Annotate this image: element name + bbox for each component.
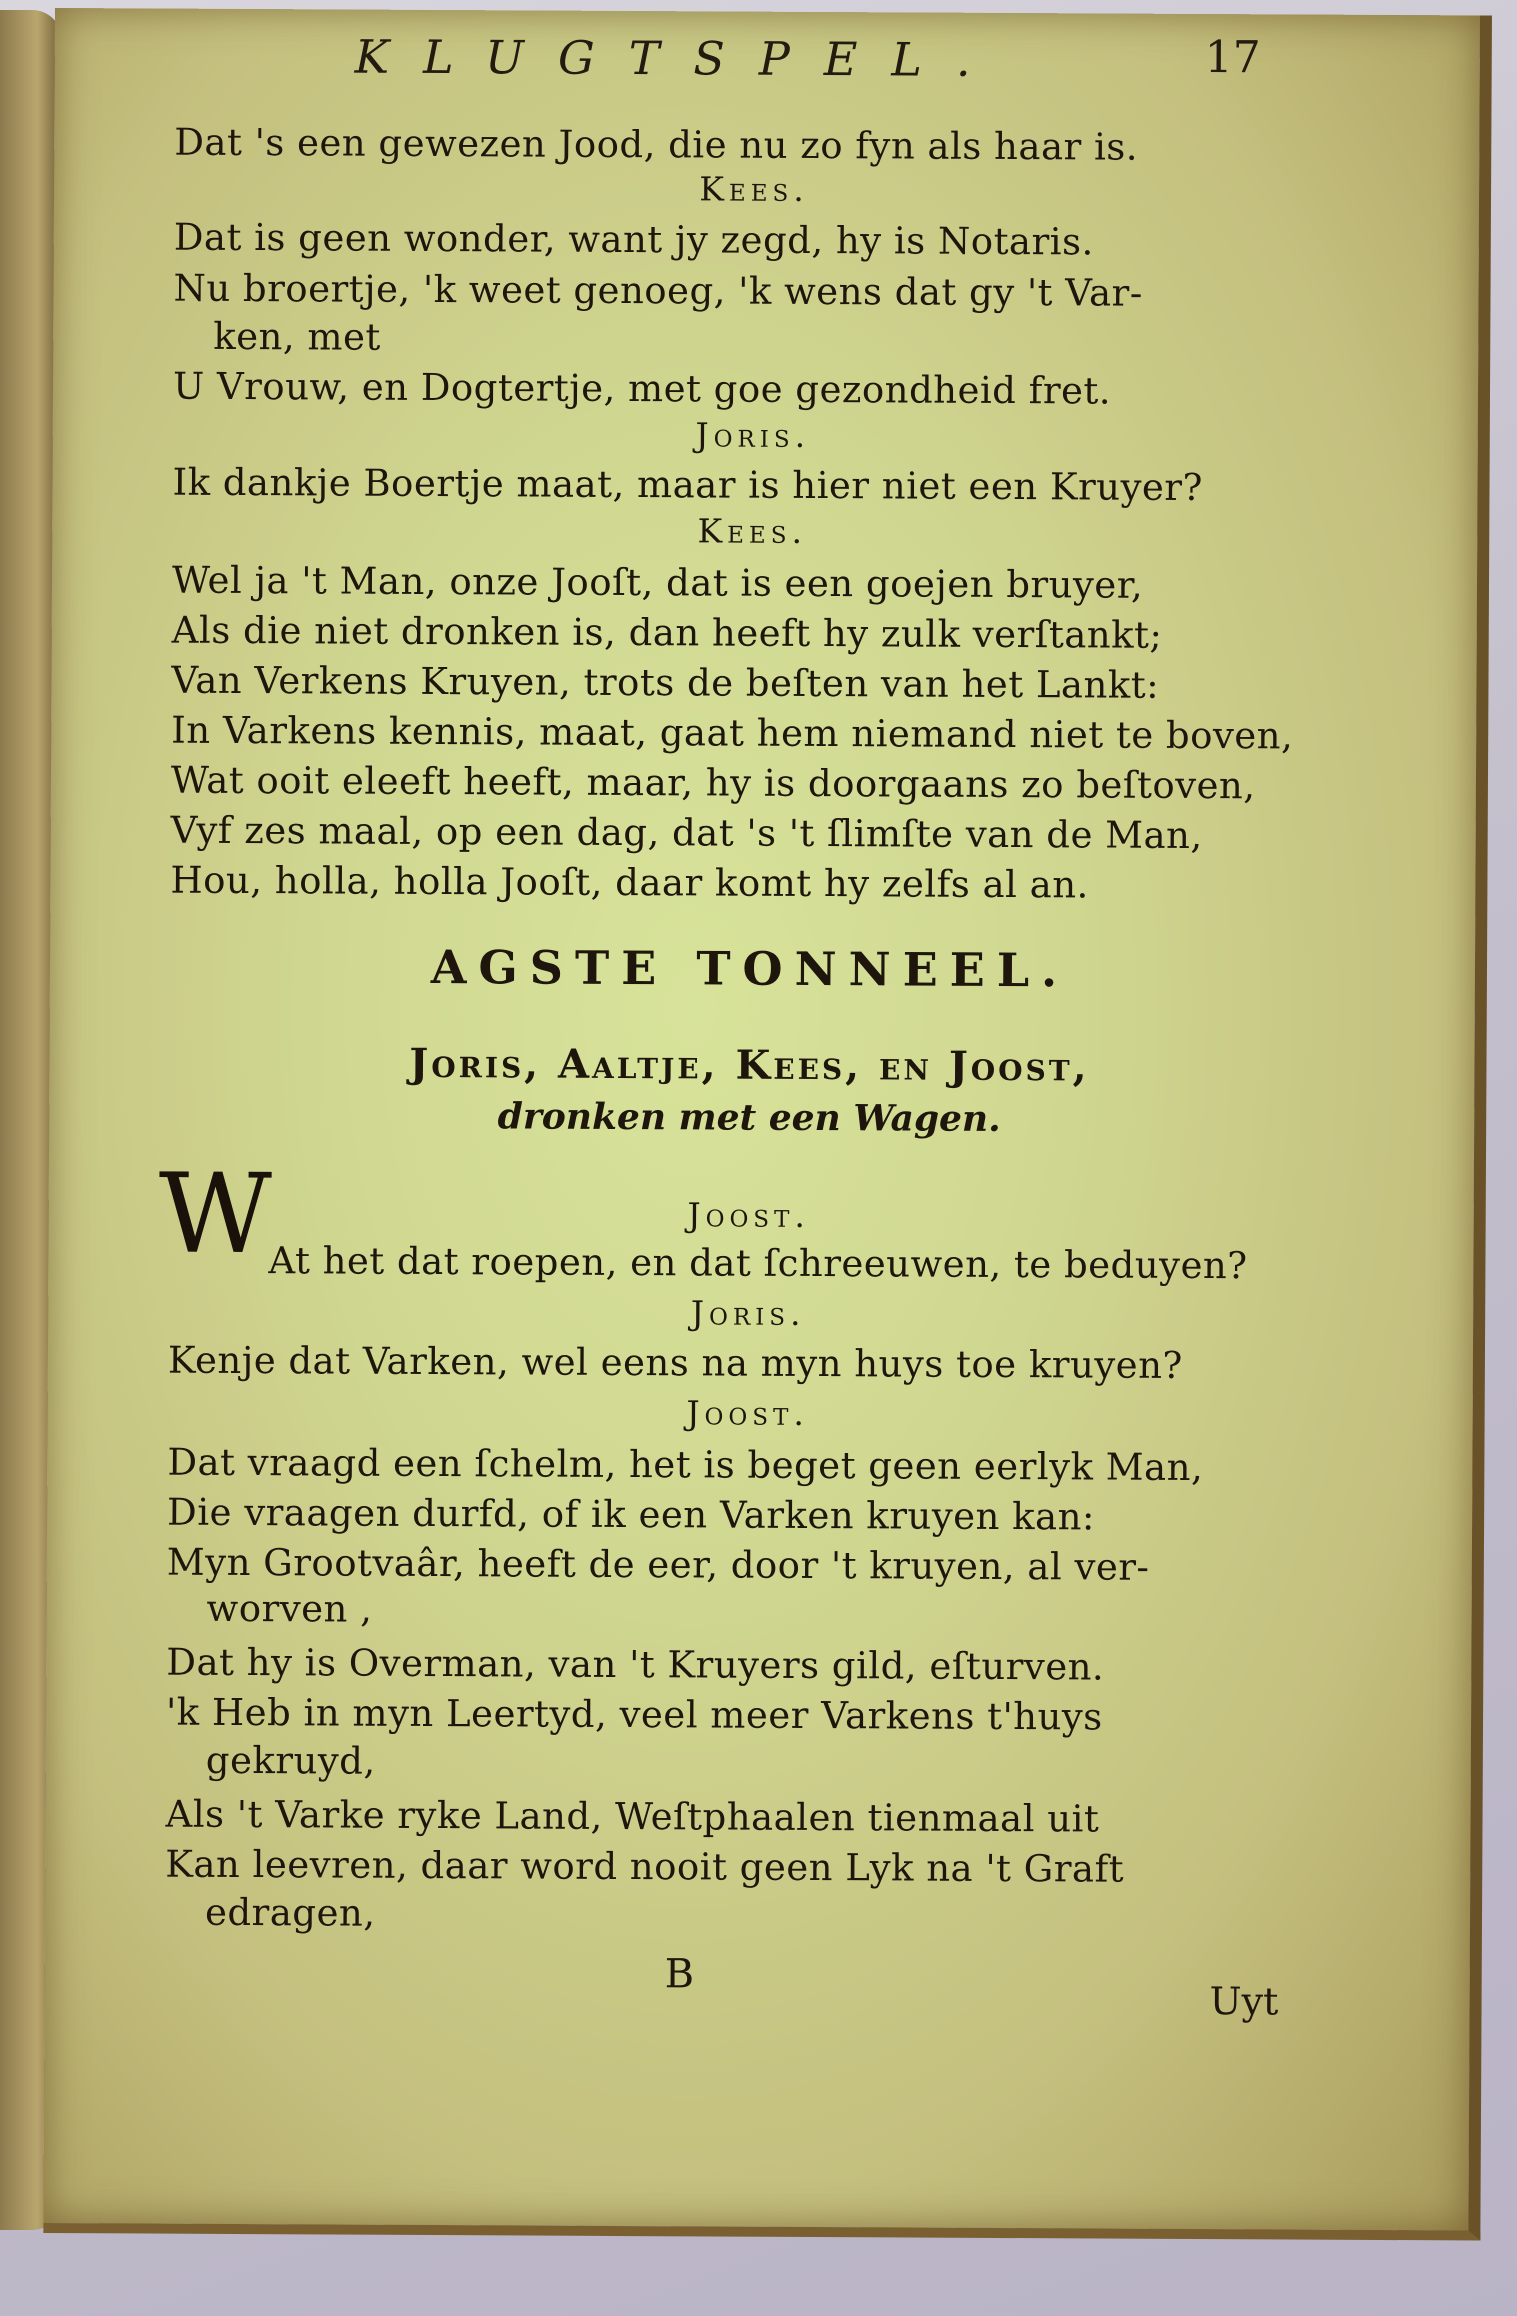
verse-line: Vyf zes maal, op een dag, dat 's 't ſlimſte van de Man,: [170, 808, 1203, 858]
running-head: KLUGTSPEL.: [354, 29, 1005, 87]
scene-title: AGSTE TONNEEL.: [430, 939, 1070, 998]
verse-continuation: edragen,: [204, 1890, 376, 1935]
verse-line: Kan leevren, daar word nooit geen Lyk na 't Graft: [165, 1842, 1125, 1891]
speaker-name: Joost.: [686, 1393, 810, 1433]
verse-line: 'k Heb in myn Leertyd, veel meer Varkens t'huys: [165, 1690, 1103, 1739]
drop-cap: W: [158, 1149, 273, 1279]
verse-line: U Vrouw, en Dogtertje, met goe gezondheid fret.: [172, 364, 1112, 413]
verse-line: Dat hy is Overman, van 't Kruyers gild, eſturven.: [166, 1640, 1105, 1689]
verse-line: Van Verkens Kruyen, trots de beſten van het Lankt:: [171, 658, 1160, 707]
verse-line: In Varkens kennis, maat, gaat hem niemand niet te boven,: [171, 708, 1294, 758]
verse-line: Die vraagen durfd, of ik een Varken kruyen kan:: [167, 1490, 1096, 1539]
speaker-name: Kees.: [699, 169, 809, 209]
verse-line: Ik dankje Boertje maat, maar is hier niet een Kruyer?: [172, 460, 1203, 510]
verse-line: Als 't Varke ryke Land, Weſtphaalen tienmaal uit: [165, 1792, 1100, 1841]
verse-line: Myn Grootvaâr, heeft de eer, door 't kruyen, al ver-: [166, 1540, 1150, 1589]
speaker-name: Joris.: [695, 415, 811, 455]
verse-line: Hou, holla, holla Jooſt, daar komt hy zelfs al an.: [170, 858, 1089, 907]
verse-line: Dat vraagd een ſchelm, het is beget geen eerlyk Man,: [167, 1440, 1204, 1490]
speaker-name: Kees.: [697, 511, 808, 551]
verse-line: Nu broertje, 'k weet genoeg, 'k wens dat gy 't Var-: [173, 266, 1143, 315]
verse-continuation: ken, met: [213, 314, 381, 359]
scene-cast: Joris, Aaltje, Kees, en Joost,: [409, 1039, 1090, 1091]
stage-direction: dronken met een Wagen.: [497, 1095, 1001, 1140]
verse-continuation: gekruyd,: [205, 1738, 376, 1783]
verse-line: Dat 's een gewezen Jood, die nu zo fyn als haar is.: [174, 120, 1139, 169]
catchword: Uyt: [1209, 1979, 1279, 2024]
verse-continuation: worven ,: [206, 1586, 373, 1631]
speaker-name: Joost.: [687, 1195, 811, 1235]
speaker-name: Joris.: [690, 1293, 806, 1333]
verse-line: Als die niet dronken is, dan heeft hy zulk verſtankt;: [171, 608, 1163, 657]
verse-line: Wat ooit eleeft heeft, maar, hy is doorgaans zo beſtoven,: [170, 758, 1256, 808]
verse-line: Kenje dat Varken, wel eens na myn huys toe kruyen?: [167, 1338, 1183, 1387]
signature-mark: B: [664, 1951, 695, 1998]
verse-line: Wel ja 't Man, onze Jooſt, dat is een goejen bruyer,: [171, 558, 1144, 607]
page-number: 17: [1204, 32, 1261, 84]
book-page: [43, 8, 1492, 2240]
verse-line: Dat is geen wonder, want jy zegd, hy is Notaris.: [173, 215, 1094, 264]
verse-line: At het dat roepen, en dat ſchreeuwen, te beduyen?: [268, 1239, 1248, 1288]
